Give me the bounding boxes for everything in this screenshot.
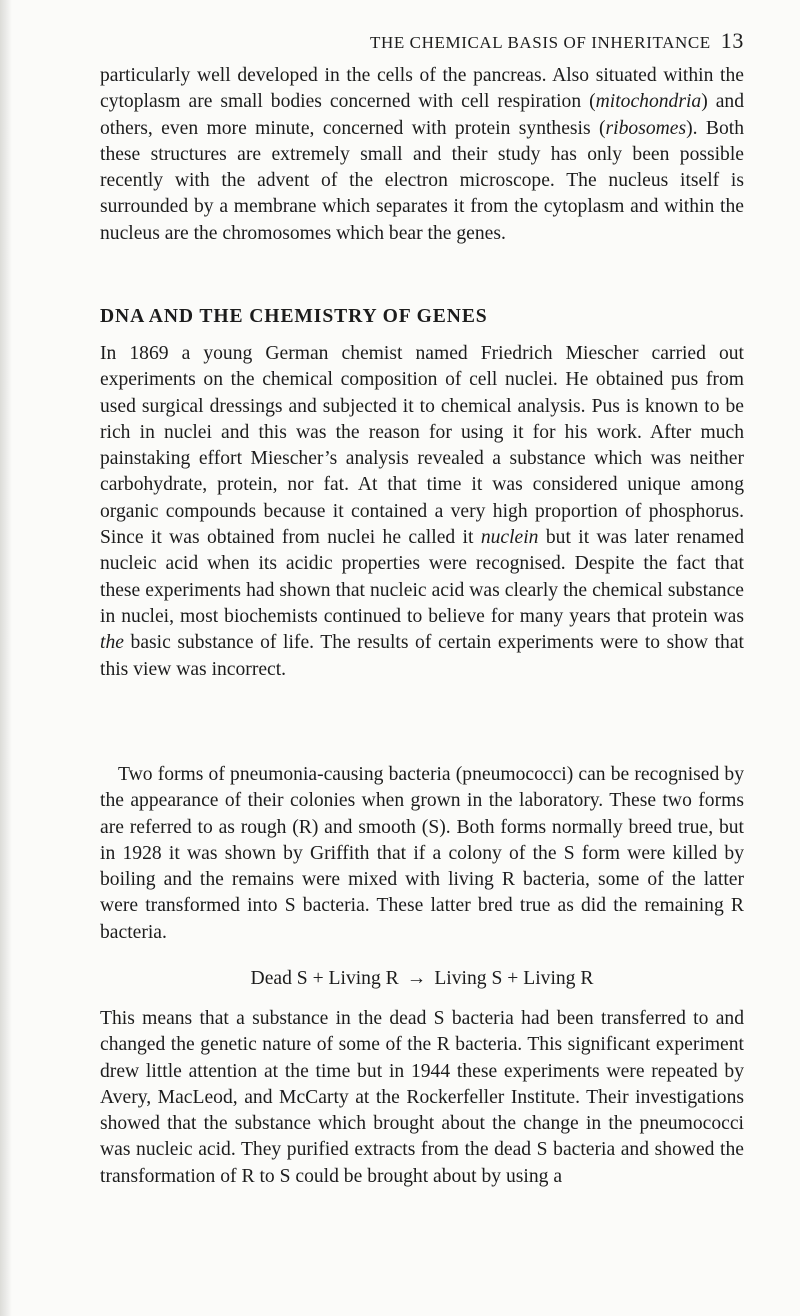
equation-left: Dead S + Living R [250,968,399,989]
running-header [370,28,744,54]
paragraph-miescher [100,341,744,683]
transformation-equation [100,968,744,990]
equation-right: Living S + Living R [434,968,594,989]
page-number: 13 [720,28,744,53]
section-heading-block [100,306,744,328]
term-ribosomes: ribosomes [605,117,687,139]
term-mitochondria: mitochondria [595,91,702,113]
term-nuclein: nuclein [480,527,539,549]
paragraph-avery [100,1006,744,1190]
paragraph-text: Two forms of pneumonia-causing bacteria (pneumococci) can be recognised by the appearance of their colonies when grown in the laboratory. These two forms are referred to as rough (R) and smooth (S). Both forms normally breed true, but in 1928 it was shown by Griffith that if a colony of the S form were killed by boiling and the remains were mixed with living R bacteria, some of the latter were transformed into S bacteria. These latter bred true as did the remaining R bacteria. [100,764,744,943]
equation-line [100,968,744,990]
paragraph-text: In 1869 a young German chemist named Friedrich Miescher carried out experiments on the chemical composition of cell nuclei. He obtained pus from used surgical dressings and subjected it to chemical analysis. Pus is known to be rich in nuclei and this was the reason for using it for his work. After much painstaking effort Miescher’s analysis revealed a substance which was neither carbohydrate, protein, nor fat. At that time it was considered unique among organic compounds because it contained a very high proportion of phosphorus. Since it was obtained from nuclei he called it nuclein but it was later renamed nucleic acid when its acidic properties were recognised. Despite the fact that these experiments had shown that nucleic acid was clearly the chemical substance in nuclei, most biochemists continued to believe for many years that protein was the basic substance of life. The results of certain experiments were to show that this view was incorrect. [100,343,744,680]
page-gutter-shadow [0,0,12,1316]
section-heading: DNA AND THE CHEMISTRY OF GENES [100,306,488,327]
running-title: THE CHEMICAL BASIS OF INHERITANCE [369,33,711,52]
arrow-icon: → [406,968,427,989]
paragraph-cytoplasm [100,63,744,247]
paragraph-text: particularly well developed in the cells of the pancreas. Also situated within the cytoplasm are small bodies concerned with cell respiration (mitochondria) and others, even more minute, concerned with protein synthesis (ribosomes). Both these structures are extremely small and their study has only been possible recently with the advent of the electron microscope. The nucleus itself is surrounded by a membrane which separates it from the cytoplasm and within the nucleus are the chromosomes which bear the genes. [100,65,744,244]
emphasis-the: the [100,632,124,654]
paragraph-pneumococci [100,762,744,946]
paragraph-text: This means that a substance in the dead S bacteria had been transferred to and changed the genetic nature of some of the R bacteria. This significant experiment drew little attention at the time but in 1944 these experiments were repeated by Avery, MacLeod, and McCarty at the Rockerfeller Institute. Their investigations showed that the substance which brought about the change in the pneumococci was nucleic acid. They purified extracts from the dead S bacteria and showed the transformation of R to S could be brought about by using a [100,1008,744,1187]
